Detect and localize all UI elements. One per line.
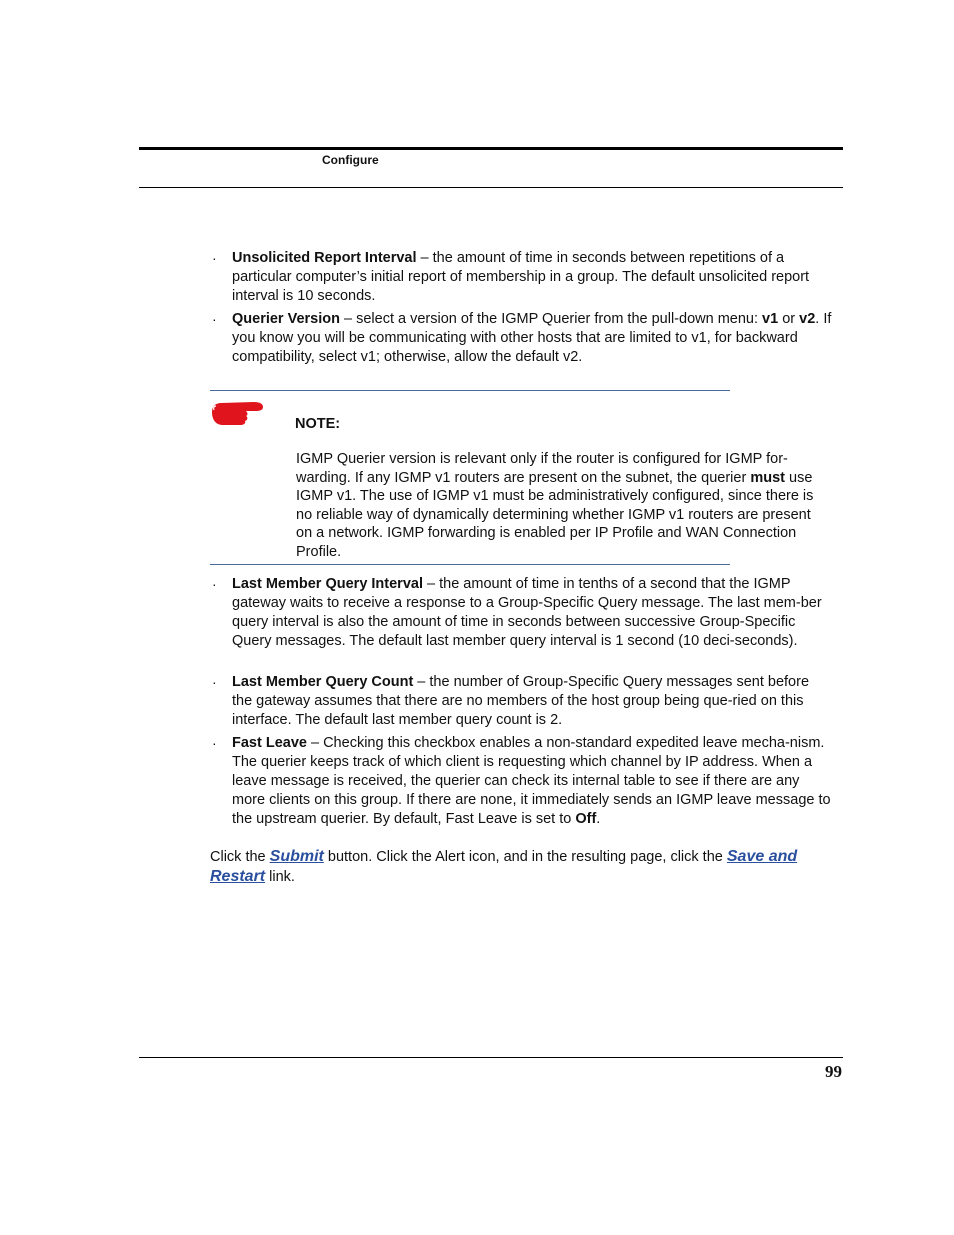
note-emphasis: must [750,469,785,486]
closing-instruction [210,847,820,887]
bullet-term: Querier Version [232,311,340,327]
bullet-text: . If you know you will be communicating with other hosts that are limited to v1, for backward compatibility, select v1; otherwise, allow the default v2. [232,311,832,365]
closing-text: Click the [210,849,270,865]
page-number: 99 [825,1062,842,1081]
fast-leave-default: Off [575,811,597,827]
bullet-text: – the amount of time in seconds between repetitions of a particular computer’s initial report of membership in a group. The default unsolicited report interval is 10 seconds. [232,250,810,304]
header-title: Configure [322,153,379,167]
header-bottom-rule [139,187,843,188]
bullet-marker: · [212,735,217,751]
bullet-fast-leave [232,734,832,829]
bullet-text: – select a version of the IGMP Querier from the pull-down menu: [340,311,763,327]
option-v1: v1 [762,311,779,327]
note-top-rule [210,390,730,391]
bullet-marker: · [212,576,217,592]
bullet-marker: · [212,311,217,327]
bullet-text: – the amount of time in tenths of a second that the IGMP gateway waits to receive a response to a Group-Specific Query message. The last mem-ber query interval is also the amount of time in seconds between successive Group-Specific Query messages. The default last member query interval is 1 second (10 deci-seconds). [232,576,822,649]
bullet-term: Last Member Query Count [232,674,414,690]
bullet-term: Last Member Query Interval [232,576,423,592]
bullet-last-member-query-count [232,673,832,730]
closing-text: button. Click the Alert icon, and in the resulting page, click the [323,849,727,865]
closing-text: link. [265,869,295,885]
bullet-text: – Checking this checkbox enables a non-standard expedited leave mecha-nism. The querier keeps track of which client is requesting which channel by IP address. When a leave message is received, the querier can check its internal table to see if there are any more clients on this group. If there are none, it immediately sends an IGMP leave message to the upstream querier. By default, Fast Leave is set to [232,735,831,827]
submit-link[interactable]: Submit [269,848,324,865]
bullet-text: or [778,311,800,327]
bullet-marker: · [212,250,217,266]
bullet-text: . [596,811,601,827]
bullet-querier-version [232,310,832,367]
footer-rule [139,1057,843,1058]
bullet-text: – the number of Group-Specific Query messages sent before the gateway assumes that there are no members of the host group being que-ried on this interface. The default last member query count is 2. [232,674,810,728]
note-title: NOTE: [295,416,341,432]
save-and-restart-link[interactable]: Save and Restart [210,848,798,885]
bullet-term: Fast Leave [232,735,307,751]
note-body [296,450,826,562]
header-top-rule [139,147,843,150]
bullet-term: Unsolicited Report Interval [232,250,417,266]
bullet-unsolicited-report-interval [232,249,832,306]
option-v2: v2 [799,311,816,327]
pointing-hand-icon [210,398,266,428]
note-text: IGMP Querier version is relevant only if the router is configured for IGMP for-warding. If any IGMP v1 routers are present on the subnet, the querier [296,451,788,486]
bullet-last-member-query-interval [232,575,832,651]
note-bottom-rule [210,564,730,565]
bullet-marker: · [212,674,217,690]
note-text: use IGMP v1. The use of IGMP v1 must be administratively configured, since there is no reliable way of dynamically determining whether IGMP v1 routers are present on a network. IGMP forwarding is enabled per IP Profile and WAN Connection Profile. [296,469,814,560]
